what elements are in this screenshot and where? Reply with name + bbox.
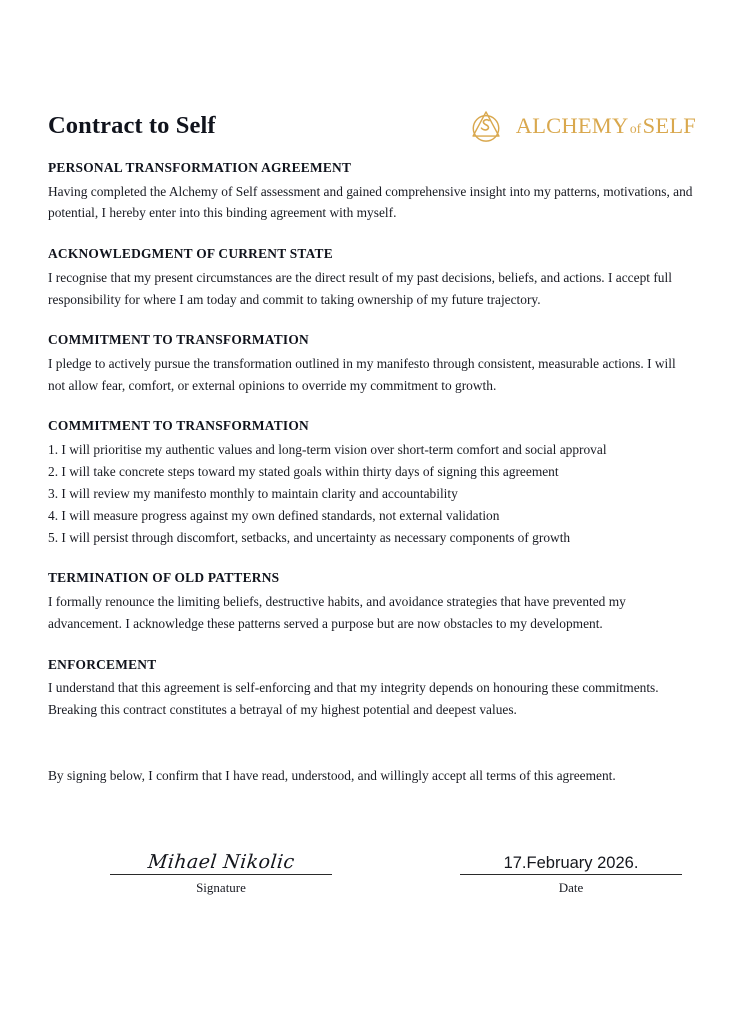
page-title: Contract to Self <box>48 111 216 139</box>
brand-name-primary: ALCHEMY <box>515 112 629 138</box>
brand-wordmark <box>515 112 696 138</box>
section-paragraph: I formally renounce the limiting beliefs, destructive habits, and avoidance strategies that have prevented my advancement. I acknowledge these patterns served a purpose but are now obstacles to my development. <box>48 594 626 631</box>
section-termination-of-old-patterns <box>48 570 696 634</box>
signature-block <box>48 844 696 896</box>
signature-field[interactable] <box>110 844 332 896</box>
section-acknowledgment-of-current-state <box>48 246 696 310</box>
signature-value-wrap <box>110 844 332 874</box>
section-commitment-pledges <box>48 418 696 548</box>
section-paragraph: I pledge to actively pursue the transformation outlined in my manifesto through consistent, measurable actions. I will not allow fear, comfort, or external opinions to override my commitment to growth. <box>48 356 676 393</box>
brand-name-connector: of <box>629 120 642 136</box>
closing-statement: By signing below, I confirm that I have read, understood, and willingly accept all terms of this agreement. <box>48 767 616 783</box>
brand-logo <box>467 107 696 145</box>
list-item: 1. I will prioritise my authentic values and long-term vision over short-term comfort and social approval <box>48 442 607 458</box>
alchemy-triangle-circle-monogram-icon <box>467 107 505 145</box>
list-item: 4. I will measure progress against my own defined standards, not external validation <box>48 507 500 523</box>
section-paragraph: Having completed the Alchemy of Self assessment and gained comprehensive insight into my patterns, motivations, and potential, I hereby enter into this binding agreement with myself. <box>48 183 693 221</box>
date-value-wrap <box>460 844 682 874</box>
section-personal-transformation-agreement <box>48 160 696 224</box>
section-heading: COMMITMENT TO TRANSFORMATION <box>48 332 309 348</box>
signature-value: Mihael Nikolic <box>146 851 296 874</box>
pledge-list <box>48 439 696 548</box>
document-header <box>48 0 696 139</box>
section-heading: TERMINATION OF OLD PATTERNS <box>48 570 280 586</box>
list-item: 3. I will review my manifesto monthly to maintain clarity and accountability <box>48 485 458 501</box>
section-heading: PERSONAL TRANSFORMATION AGREEMENT <box>48 160 352 175</box>
list-item: 2. I will take concrete steps toward my stated goals within thirty days of signing this agreement <box>48 464 559 480</box>
section-commitment-to-transformation <box>48 332 696 396</box>
list-item: 5. I will persist through discomfort, setbacks, and uncertainty as necessary components of growth <box>48 529 571 545</box>
date-caption: Date <box>558 880 584 896</box>
signature-caption: Signature <box>196 880 246 896</box>
date-value: 17.February 2026. <box>503 854 639 873</box>
section-heading: ENFORCEMENT <box>48 656 157 672</box>
section-paragraph: I recognise that my present circumstances are the direct result of my past decisions, beliefs, and actions. I accept full responsibility for where I am today and commit to taking ownership of my future trajectory. <box>48 269 672 307</box>
section-heading: ACKNOWLEDGMENT OF CURRENT STATE <box>48 246 333 262</box>
date-field[interactable] <box>460 844 682 896</box>
section-enforcement <box>48 657 696 721</box>
section-heading: COMMITMENT TO TRANSFORMATION <box>48 418 309 434</box>
contract-body <box>48 160 696 896</box>
section-paragraph: I understand that this agreement is self-enforcing and that my integrity depends on honouring these commitments. Breaking this contract constitutes a betrayal of my highest potential and deepest values. <box>48 680 659 718</box>
brand-name-secondary: SELF <box>642 112 696 138</box>
